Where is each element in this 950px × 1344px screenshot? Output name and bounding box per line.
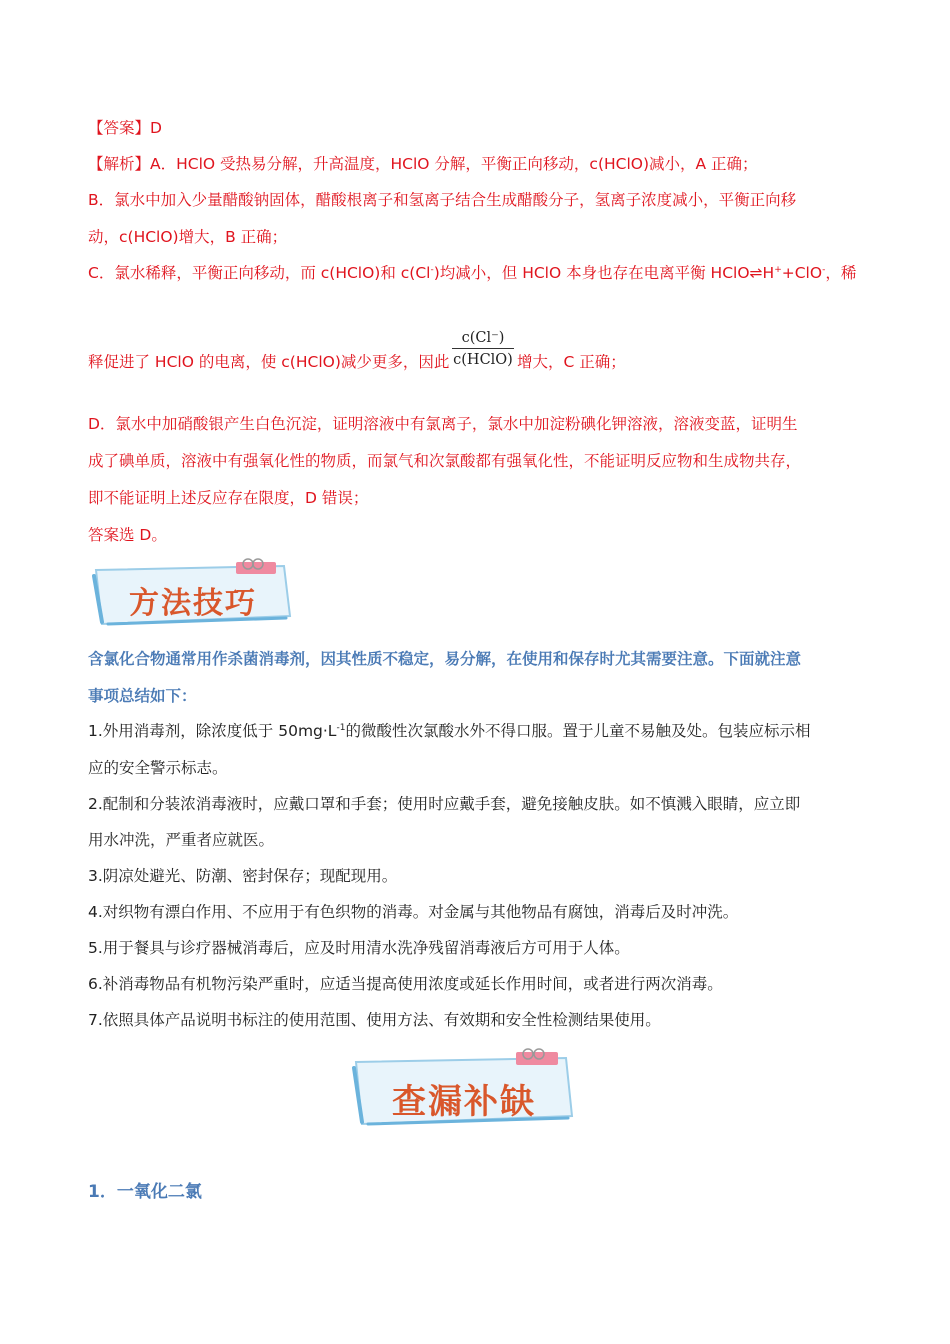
fraction-denominator: c(HClO) xyxy=(453,352,513,368)
answer-final: 答案选 D。 xyxy=(88,526,167,544)
analysis-c-line2-start: 释促进了 HClO 的电离，使 c(HClO)减少更多，因此 xyxy=(88,353,450,371)
analysis-d-line1: D．氯水中加硝酸银产生白色沉淀，证明溶液中有氯离子，氯水中加淀粉碘化钾溶液，溶液变蓝，证明生 xyxy=(88,415,798,433)
banner-check-gaps-title: 查漏补缺 xyxy=(392,1082,536,1122)
fraction-numerator: c(Cl⁻) xyxy=(452,328,514,349)
method-intro-line1: 含氯化合物通常用作杀菌消毒剂，因其性质不稳定，易分解，在使用和保存时尤其需要注意。下面就注意 xyxy=(88,650,802,668)
method-item-1-cont: 应的安全警示标志。 xyxy=(88,759,228,777)
method-item-5: 5.用于餐具与诊疗器械消毒后，应及时用清水洗净残留消毒液后方可用于人体。 xyxy=(88,939,630,957)
analysis-c-line1: C．氯水稀释，平衡正向移动，而 c(HClO)和 c(Cl-)均减小，但 HClO 本身也存在电离平衡 HClO⇌H++ClO-，稀 xyxy=(88,264,857,282)
method-item-4: 4.对织物有漂白作用、不应用于有色织物的消毒。对金属与其他物品有腐蚀，消毒后及时冲洗。 xyxy=(88,903,739,921)
method-item-7: 7.依照具体产品说明书标注的使用范围、使用方法、有效期和安全性检测结果使用。 xyxy=(88,1011,661,1029)
analysis-a: 【解析】A．HClO 受热易分解，升高温度，HClO 分解，平衡正向移动，c(HClO)减小，A 正确； xyxy=(88,155,758,173)
analysis-c-line2-end: 增大，C 正确； xyxy=(517,353,626,371)
analysis-b-line1: B．氯水中加入少量醋酸钠固体，醋酸根离子和氢离子结合生成醋酸分子，氢离子浓度减小，平衡正向移 xyxy=(88,191,797,209)
analysis-d-line2: 成了碘单质，溶液中有强氧化性的物质，而氯气和次氯酸都有强氧化性，不能证明反应物和生成物共存， xyxy=(88,452,802,470)
method-item-2: 2.配制和分装浓消毒液时，应戴口罩和手套；使用时应戴手套，避免接触皮肤。如不慎溅入眼睛，应立即 xyxy=(88,795,801,813)
answer-label: 【答案】D xyxy=(88,119,162,137)
analysis-b-line2: 动，c(HClO)增大，B 正确； xyxy=(88,228,288,246)
section-heading-1: 1．一氧化二氯 xyxy=(88,1182,202,1202)
method-item-6: 6.补消毒物品有机物污染严重时，应适当提高使用浓度或延长作用时间，或者进行两次消毒。 xyxy=(88,975,723,993)
method-item-1: 1.外用消毒剂，除浓度低于 $50mg\cdot L^{-1}$的微酸性次氯酸水外不得口服。置于儿童不易触及处。包装应标示相 xyxy=(88,722,811,740)
banner-method-title: 方法技巧 xyxy=(129,586,257,621)
method-item-2-cont: 用水冲洗，严重者应就医。 xyxy=(88,831,275,849)
banner-method-tips xyxy=(88,558,298,630)
banner-check-gaps xyxy=(346,1046,582,1130)
method-intro-line2: 事项总结如下： xyxy=(88,687,197,705)
method-item-3: 3.阴凉处避光、防潮、密封保存；现配现用。 xyxy=(88,867,398,885)
analysis-d-line3: 即不能证明上述反应存在限度，D 错误； xyxy=(88,489,369,507)
concentration-fraction xyxy=(452,328,514,371)
